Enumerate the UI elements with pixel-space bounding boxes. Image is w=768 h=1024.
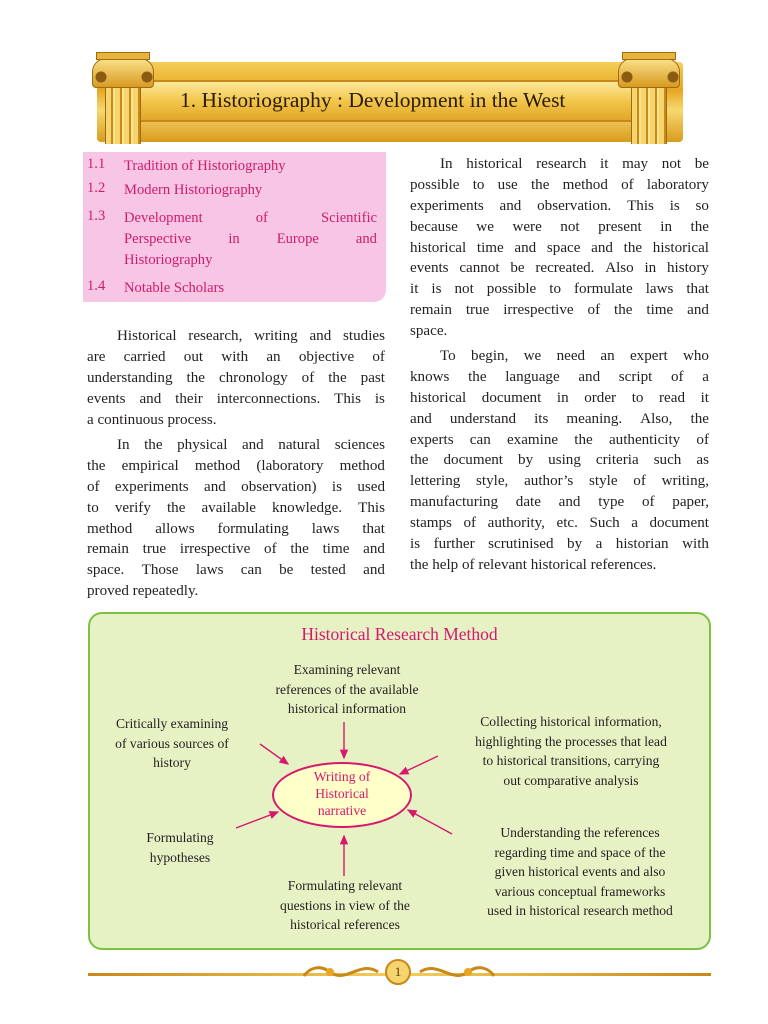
toc-label: Modern Historiography xyxy=(124,182,263,198)
text-line: a continuous process. xyxy=(87,411,217,428)
text-line: knows the language and script of a xyxy=(410,368,709,385)
text-line: it is not possible to formulate laws that xyxy=(410,281,709,298)
toc-number: 1.2 xyxy=(87,180,106,196)
text-line: are carried out with an objective of xyxy=(87,348,385,365)
text-line: experts can examine the authenticity of xyxy=(410,431,709,448)
text-line: In historical research it may not be xyxy=(440,156,709,172)
node-understanding-references: Understanding the references regarding time and space of the given historical events and also various conceptual frameworks used in historical research method xyxy=(487,825,673,918)
right-flourish-ornament xyxy=(418,958,498,986)
text-line: remain true irrespective of the time and xyxy=(87,541,385,558)
contents-box xyxy=(83,152,386,302)
text-line: the document by using criteria such as xyxy=(410,452,709,469)
toc-number: 1.4 xyxy=(87,278,106,294)
text-line: remain true irrespective of the time and xyxy=(410,302,709,319)
text-line: method allows formulating laws that xyxy=(87,520,385,537)
text-line: and understand its meaning. Also, the xyxy=(410,410,709,427)
text-line: stamps of authority, etc. Such a document xyxy=(410,515,709,532)
text-line: the help of relevant historical references. xyxy=(410,556,657,573)
text-line: space. Those laws can be tested and xyxy=(87,562,385,579)
text-line: understanding the chronology of the past xyxy=(87,369,385,386)
text-line: of experiments and observation) is used xyxy=(87,478,385,495)
text-line: historical document in order to read it xyxy=(410,389,709,406)
toc-label: Development of Scientific Perspective in Europe and Historiography xyxy=(124,210,377,268)
text-line: because we were not present in the xyxy=(410,218,709,235)
research-method-diagram xyxy=(88,612,711,950)
text-line: space. xyxy=(410,323,448,340)
node-formulating-questions: Formulating relevant questions in view of the historical references xyxy=(280,878,410,932)
body-paragraph xyxy=(410,154,709,342)
node-critically-examining: Critically examining of various sources of history xyxy=(115,716,229,770)
arrow-top-left xyxy=(260,744,288,764)
text-line: to verify the available knowledge. This xyxy=(87,499,385,516)
text-line: In the physical and natural sciences xyxy=(117,437,385,453)
text-line: events cannot be recreated. Also in history xyxy=(410,260,709,277)
toc-label: Notable Scholars xyxy=(124,280,225,296)
toc-number: 1.3 xyxy=(87,208,106,224)
text-line: events and their interconnections. This is xyxy=(87,390,385,407)
center-node-label: Writing of Historical narrative xyxy=(313,769,371,818)
body-paragraph xyxy=(410,346,709,576)
text-line: manufacturing date and type of paper, xyxy=(410,494,709,511)
text-line: the empirical method (laboratory method xyxy=(87,457,385,474)
right-pillar-ornament xyxy=(618,52,680,144)
toc-number: 1.1 xyxy=(87,156,106,172)
text-line: To begin, we need an expert who xyxy=(440,348,709,364)
text-line: lettering style, author’s style of writing, xyxy=(410,473,709,490)
body-paragraph xyxy=(87,435,385,602)
diagram-title: Historical Research Method xyxy=(301,624,498,644)
chapter-title: 1. Historiography : Development in the West xyxy=(180,88,566,112)
node-examining-references: Examining relevant references of the available historical information xyxy=(275,662,419,716)
text-line: experiments and observation. This is so xyxy=(410,197,709,214)
node-formulating-hypotheses: Formulating hypotheses xyxy=(146,830,214,865)
arrow-bottom-right xyxy=(408,810,452,834)
text-line: proved repeatedly. xyxy=(87,583,199,600)
left-pillar-ornament xyxy=(92,52,154,144)
text-line: is further scrutinised by a historian with xyxy=(410,536,709,553)
node-collecting-information: Collecting historical information, highlighting the processes that lead to historical transitions, carrying out comparative analysis xyxy=(475,714,667,788)
text-line: possible to use the method of laboratory xyxy=(410,176,709,193)
left-flourish-ornament xyxy=(300,958,380,986)
toc-label: Tradition of Historiography xyxy=(124,158,286,174)
text-line: historical time and space and the historical xyxy=(410,239,709,256)
page-number: 1 xyxy=(385,959,411,985)
body-paragraph xyxy=(87,326,385,430)
text-line: Historical research, writing and studies xyxy=(117,328,385,344)
